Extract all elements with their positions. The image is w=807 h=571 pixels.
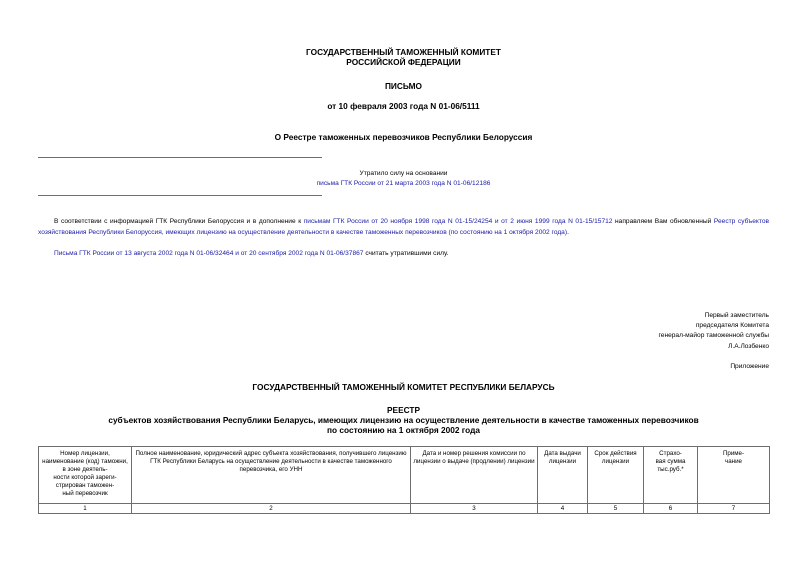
signature-line-3: генерал-майор таможенной службы <box>658 332 769 340</box>
registry-subtitle: субъектов хозяйствования Республики Беларусь, имеющих лицензию на осуществление деятельности в качестве таможенных перевозчиков <box>108 415 699 425</box>
col-header-license: Номер лицензии, наименование (код) таможни, в зоне деятель- ности которой зареги- стрирован таможен- ный перевозчик <box>39 447 132 504</box>
registry-link[interactable]: Реестр субъектов хозяйствования Республики Белоруссия, имеющих лицензию на осуществление деятельности в качестве таможенных перевозчиков (по состоянию на 1 октября 2002 года) <box>38 218 770 236</box>
registry-title: РЕЕСТР <box>387 405 420 415</box>
divider-top <box>38 157 322 158</box>
signature-line-1: Первый заместитель <box>704 312 769 319</box>
col-number: 1 <box>39 504 132 514</box>
col-header-issue-date: Дата выдачи лицензии <box>538 447 588 504</box>
document-date-number: от 10 февраля 2003 года N 01-06/5111 <box>327 101 480 111</box>
col-header-note: Приме- чание <box>698 447 770 504</box>
col-header-decision: Дата и номер решения комиссии по лицензии о выдаче (продлении) лицензии <box>411 447 538 504</box>
signature-name: Л.А.Лозбенко <box>728 342 769 350</box>
col-header-entity: Полное наименование, юридический адрес субъекта хозяйствования, получившего лицензию ГТК Республики Беларусь на осуществление деятельности в качестве таможенного перевозчика, его УНН <box>132 447 411 504</box>
appendix-org: ГОСУДАРСТВЕННЫЙ ТАМОЖЕННЫЙ КОМИТЕТ РЕСПУБЛИКИ БЕЛАРУСЬ <box>252 382 555 392</box>
paragraph-1-start: В соответствии с информацией ГТК Республики Белоруссия и в дополнение к <box>54 218 304 225</box>
col-number: 3 <box>411 504 538 514</box>
table-number-row <box>39 504 770 514</box>
col-header-validity: Срок действия лицензии <box>588 447 644 504</box>
col-header-insurance: Страхо- вая сумма тыс.руб.* <box>644 447 698 504</box>
invalidated-letters-link[interactable]: Письма ГТК России от 13 августа 2002 года N 01-06/32464 и от 20 сентября 2002 года N 01-06/37867 <box>54 250 364 257</box>
registry-table <box>38 446 770 514</box>
document-title: О Реестре таможенных перевозчиков Республики Белоруссия <box>274 132 533 142</box>
lost-force-link[interactable]: письма ГТК России от 21 марта 2003 года N 01-06/12186 <box>316 180 491 187</box>
committee-line-2: РОССИЙСКОЙ ФЕДЕРАЦИИ <box>346 57 461 67</box>
col-number: 6 <box>644 504 698 514</box>
committee-line-1: ГОСУДАРСТВЕННЫЙ ТАМОЖЕННЫЙ КОМИТЕТ <box>306 47 501 57</box>
lost-force-text: Утратило силу на основании <box>359 170 448 177</box>
signature-line-2: председателя Комитета <box>695 322 769 330</box>
paragraph-1-end: . <box>567 228 569 236</box>
letters-link[interactable]: письмам ГТК России от 20 ноября 1998 года N 01-15/24254 и от 2 июня 1999 года N 01-15/15712 <box>303 218 613 225</box>
table-header-row <box>39 447 770 504</box>
document-type: ПИСЬМО <box>384 81 423 91</box>
appendix-label: Приложение <box>730 363 769 370</box>
divider-bottom <box>38 195 322 196</box>
paragraph-1 <box>38 217 769 238</box>
col-number: 5 <box>588 504 644 514</box>
paragraph-2 <box>54 250 769 258</box>
registry-date: по состоянию на 1 октября 2002 года <box>327 425 480 435</box>
paragraph-2-end: считать утратившими силу. <box>363 250 449 257</box>
col-number: 4 <box>538 504 588 514</box>
col-number: 7 <box>698 504 770 514</box>
signature-block <box>659 311 769 352</box>
paragraph-1-mid: направляем Вам обновленный <box>612 218 714 225</box>
col-number: 2 <box>132 504 411 514</box>
